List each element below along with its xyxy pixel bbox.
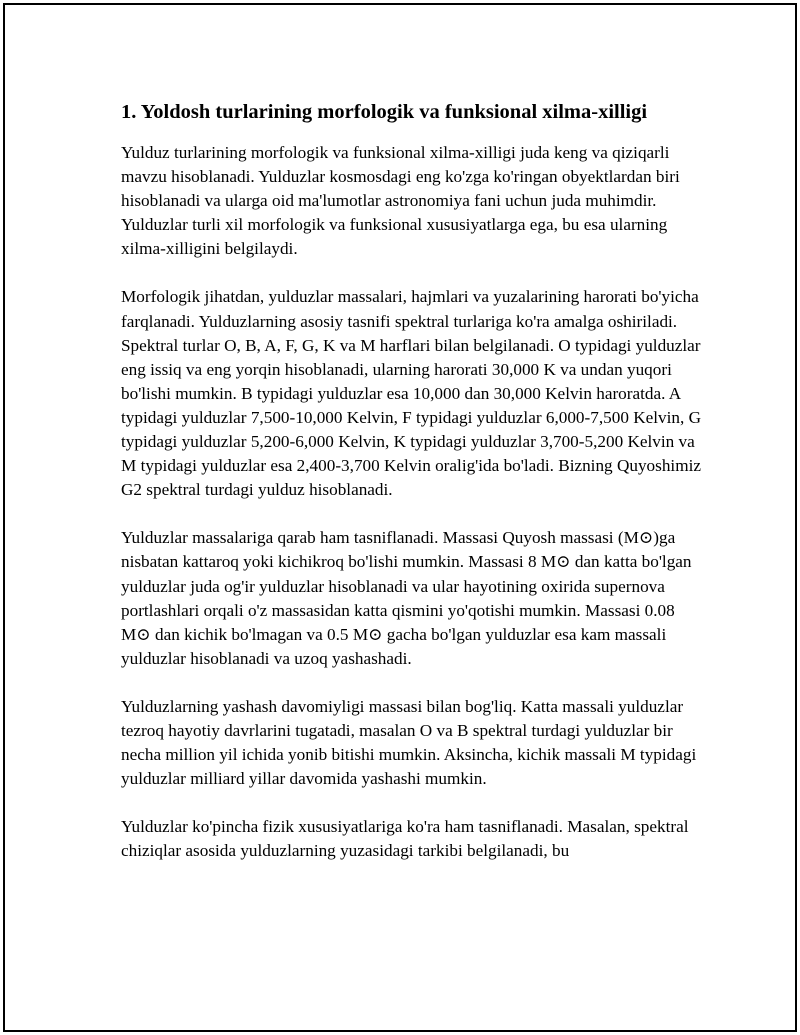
paragraph-lifespan: Yulduzlarning yashash davomiyligi massasi bilan bog'liq. Katta massali yulduzlar tezroq hayotiy davrlarini tugatadi, masalan O va B spektral turdagi yulduzlar bir necha million yil ichida yonib bitishi mumkin. Aksincha, kichik massali M typidagi yulduzlar milliard yillar davomida yashashi mumkin. bbox=[121, 696, 697, 789]
page-frame bbox=[3, 3, 797, 1032]
paragraph-intro: Yulduz turlarining morfologik va funksional xilma-xilligi juda keng va qiziqarli mavzu hisoblanadi. Yulduzlar kosmosdagi eng ko'zga ko'ringan obyektlardan biri hisoblanadi va ularga oid ma'lumotlar astronomiya fani uchun juda muhimdir. Yulduzlar turli xil morfologik va funksional xususiyatlarga ega, bu esa ularning xilma-xilligini belgilaydi. bbox=[121, 143, 680, 259]
paragraph-morphology: Morfologik jihatdan, yulduzlar massalari, hajmlari va yuzalarining harorati bo'yicha farqlanadi. Yulduzlarning asosiy tasnifi spektral turlariga ko'ra amalga oshiriladi. Spektral turlar O, B, A, F, G, K va M harflari bilan belgilanadi. O typidagi yulduzlar eng issiq va eng yorqin hisoblanadi, ularning harorati 30,000 K va undan yuqori bo'lishi mumkin. B typidagi yulduzlar esa 10,000 dan 30,000 Kelvin haroratda. A typidagi yulduzlar 7,500-10,000 Kelvin, F typidagi yulduzlar 6,000-7,500 Kelvin, G typidagi yulduzlar 5,200-6,000 Kelvin, K typidagi yulduzlar 3,700-5,200 Kelvin va M typidagi yulduzlar esa 2,400-3,700 Kelvin oralig'ida bo'ladi. Bizning Quyoshimiz G2 spektral turdagi yulduz hisoblanadi. bbox=[121, 287, 701, 500]
document-body bbox=[121, 99, 701, 887]
paragraph-physical: Yulduzlar ko'pincha fizik xususiyatlariga ko'ra ham tasniflanadi. Masalan, spektral chiziqlar asosida yulduzlarning yuzasidagi tarkibi belgilanadi, bu bbox=[121, 817, 689, 861]
paragraph-mass: Yulduzlar massalariga qarab ham tasniflanadi. Massasi Quyosh massasi (M⊙)ga nisbatan kattaroq yoki kichikroq bo'lishi mumkin. Massasi 8 M⊙ dan katta bo'lgan yulduzlar juda og'ir yulduzlar hisoblanadi va ular hayotining oxirida supernova portlashlari orqali o'z massasidan katta qismini yo'qotishi mumkin. Massasi 0.08 M⊙ dan kichik bo'lmagan va 0.5 M⊙ gacha bo'lgan yulduzlar esa kam massali yulduzlar hisoblanadi va uzoq yashashadi. bbox=[121, 528, 692, 668]
page-title: 1. Yoldosh turlarining morfologik va funksional xilma-xilligi bbox=[121, 101, 648, 123]
